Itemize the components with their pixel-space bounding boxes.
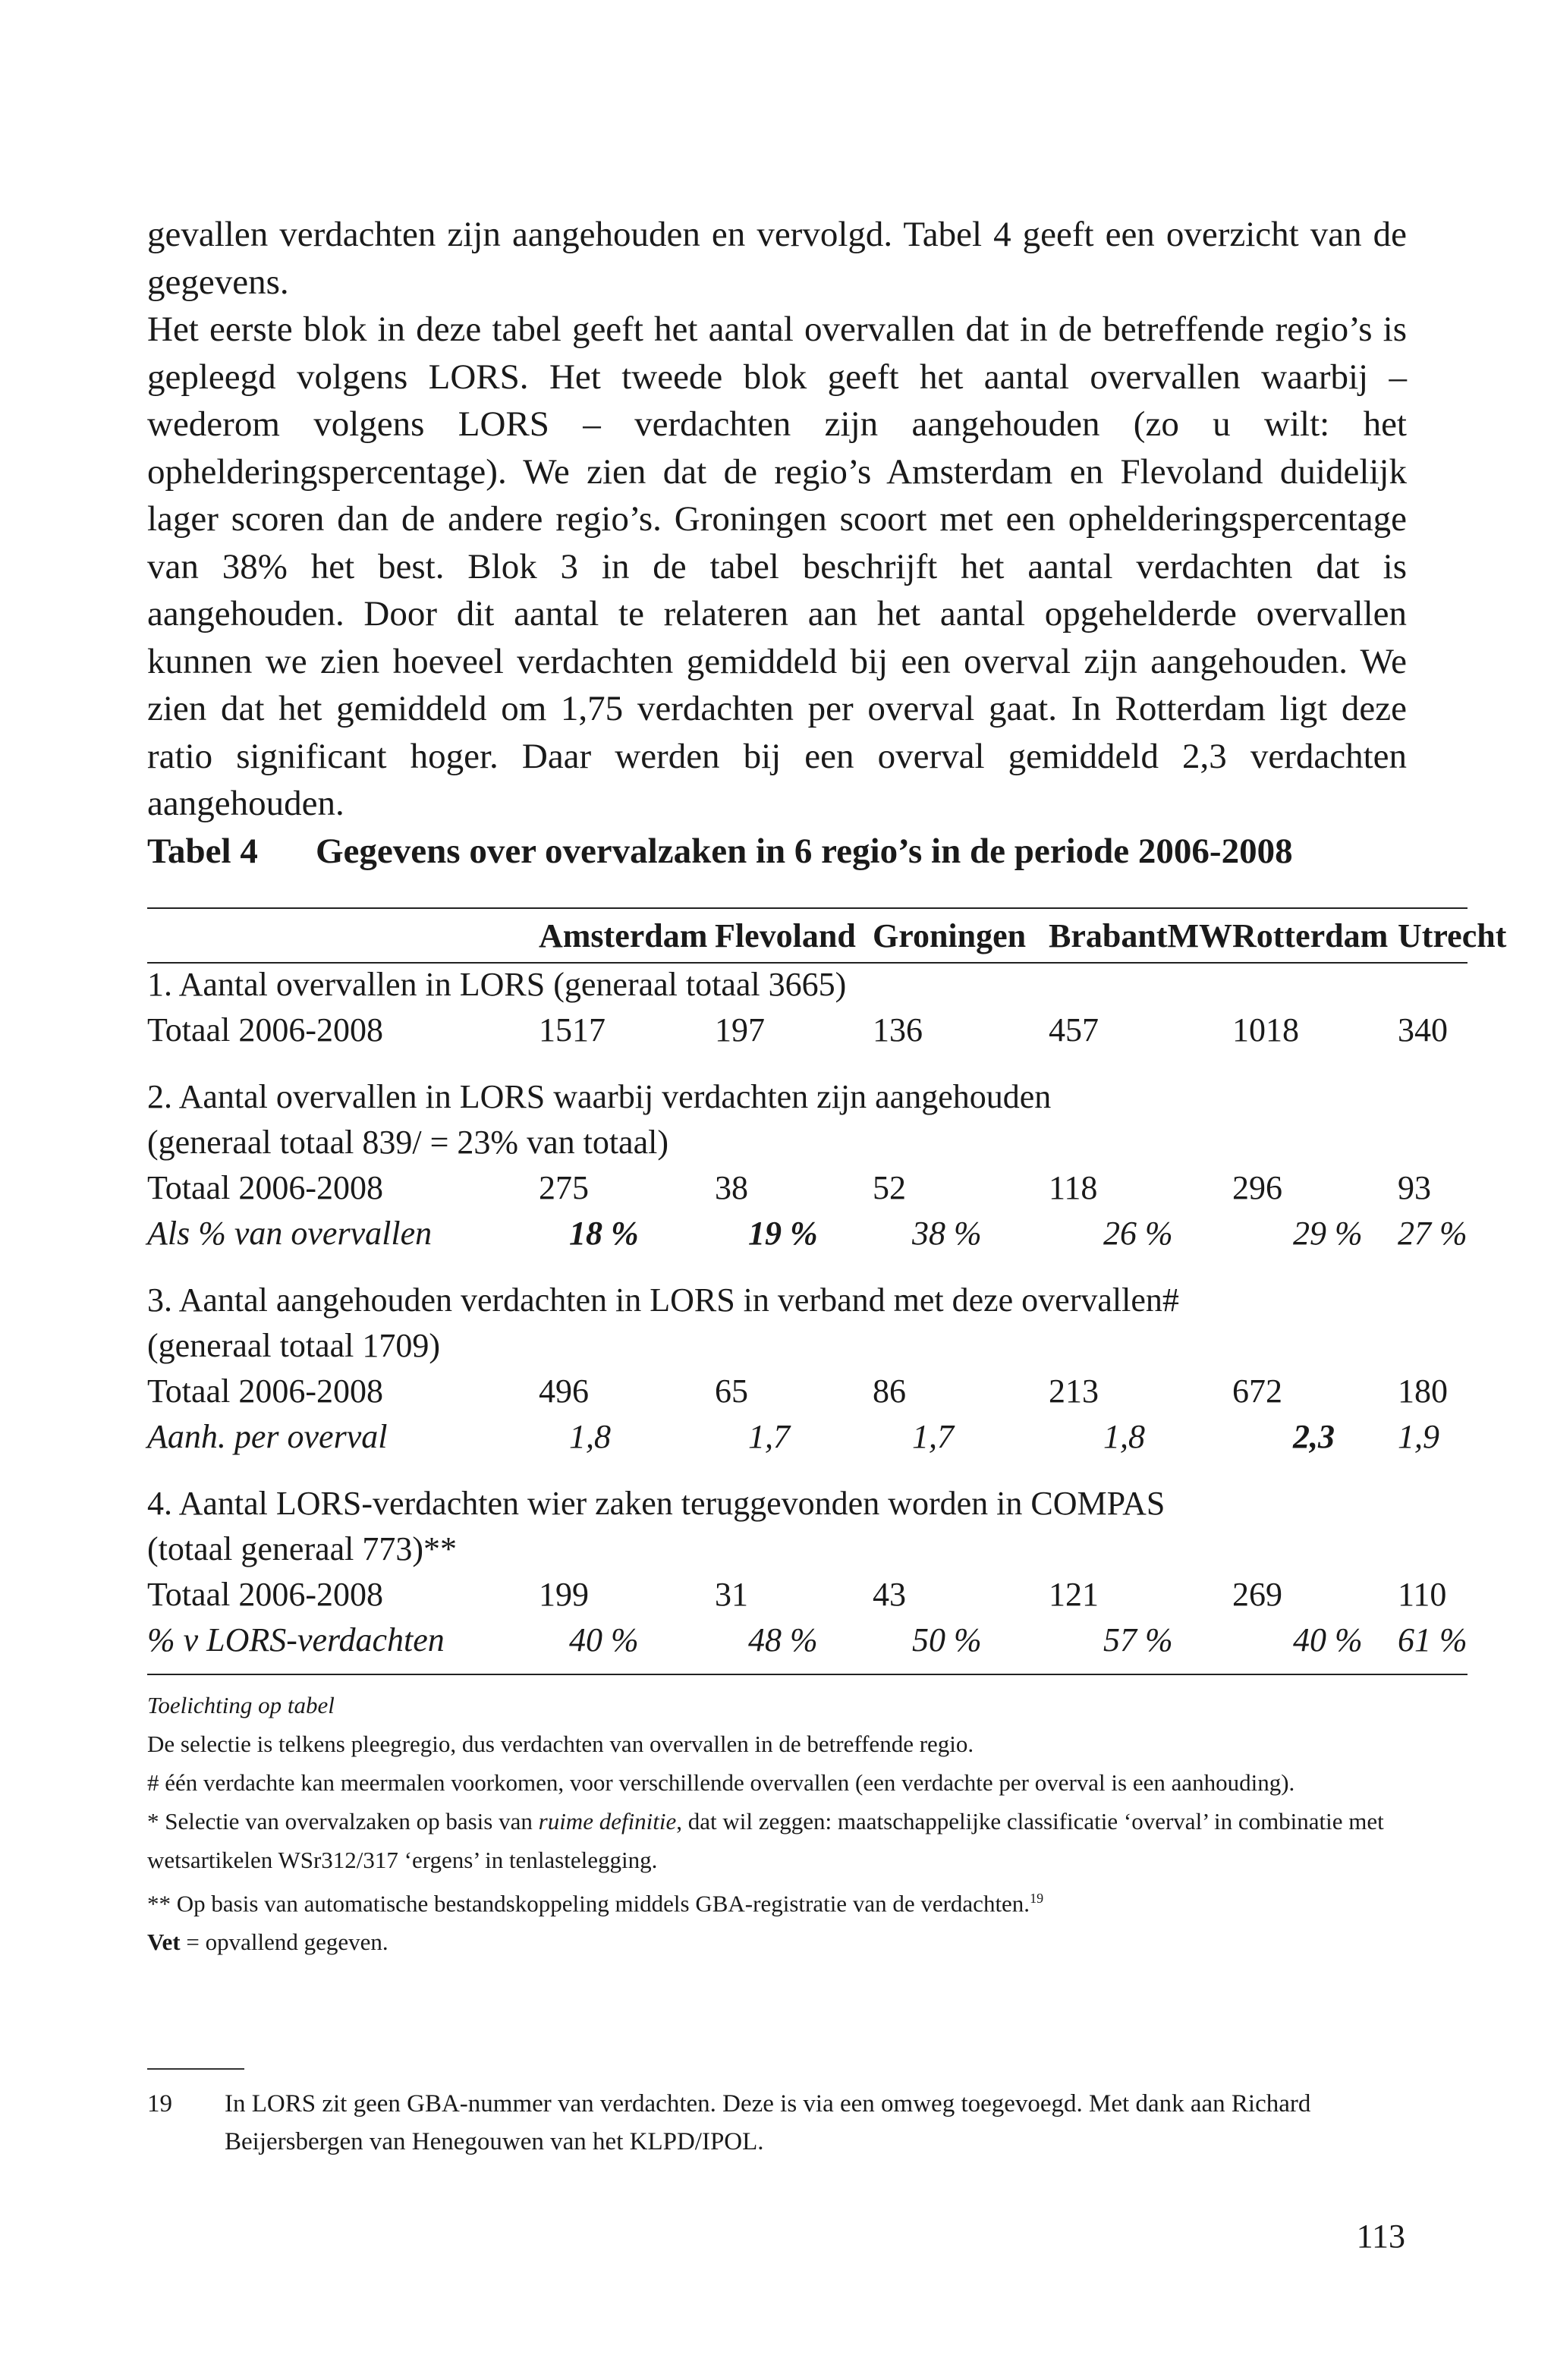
note-line-2: # één verdachte kan meermalen voorkomen, voor verschillende overvallen (een verdachte per overval is een aanhouding). [147, 1769, 1295, 1796]
cell-groningen: 136 [873, 1011, 923, 1049]
cell-amsterdam: 1517 [539, 1011, 606, 1049]
cell-rotterdam: 672 [1232, 1372, 1282, 1410]
section-title-row [147, 962, 1467, 1008]
cell-amsterdam: 199 [539, 1576, 589, 1613]
table-title: Gegevens over overvalzaken in 6 regio’s in de periode 2006-2008 [316, 832, 1293, 871]
data-table [147, 909, 1507, 1663]
cell-rotterdam: 40 % [1293, 1621, 1363, 1658]
row-label: Totaal 2006-2008 [147, 1169, 383, 1206]
cell-amsterdam: 18 % [569, 1215, 639, 1252]
header-amsterdam: Amsterdam [539, 916, 708, 954]
note-line-4 [147, 1879, 1467, 1923]
footnote [147, 2085, 1452, 2161]
section-2-title: 2. Aantal overvallen in LORS waarbij verdachten zijn aangehouden [147, 1078, 1052, 1115]
header-rotterdam: Rotterdam [1232, 916, 1389, 954]
paragraph-2: Het eerste blok in deze tabel geeft het aantal overvallen dat in de betreffende regio’s is gepleegd volgens LORS. Het tweede blok geeft het aantal overvallen waarbij – wederom volgens LORS – verdachten zijn aangehouden (zo u wilt: het ophelderingspercentage). We zien dat de regio’s Amsterdam en Flevoland duidelijk lager scoren dan de andere regio’s. Groningen scoort met een ophelderingspercentage van 38% het best. Blok 3 in de tabel beschrijft het aantal verdachten dat is aangehouden. Door dit aantal te relateren aan het aantal opgehelderde overvallen kunnen we zien hoeveel verdachten gemiddeld bij een overval zijn aangehouden. We zien dat het gemiddeld om 1,75 verdachten per overval gaat. In Rotterdam ligt deze ratio significant hoger. Daar werden bij een overval gemiddeld 2,3 verdachten aangehouden. [147, 310, 1407, 823]
cell-rotterdam: 269 [1232, 1576, 1282, 1613]
table-row [147, 1165, 1467, 1211]
section-title-row [147, 1278, 1467, 1323]
footnote-number: 19 [147, 2090, 172, 2117]
cell-flevoland: 38 [715, 1169, 748, 1206]
cell-utrecht: 180 [1398, 1372, 1448, 1410]
note-line-3 [147, 1802, 1467, 1879]
row-label: % v LORS-verdachten [147, 1621, 445, 1658]
header-groningen: Groningen [873, 916, 1027, 954]
note-line-5-bold: Vet [147, 1929, 181, 1956]
cell-brabantmw: 457 [1049, 1011, 1099, 1049]
cell-brabantmw: 121 [1049, 1576, 1099, 1613]
cell-brabantmw: 1,8 [1103, 1418, 1145, 1455]
cell-rotterdam: 2,3 [1293, 1418, 1335, 1455]
cell-groningen: 52 [873, 1169, 906, 1206]
cell-utrecht: 340 [1398, 1011, 1448, 1049]
table-notes [147, 1686, 1467, 1961]
paragraph-1: gevallen verdachten zijn aangehouden en vervolgd. Tabel 4 geeft een overzicht van de gegevens. [147, 215, 1407, 302]
cell-brabantmw: 213 [1049, 1372, 1099, 1410]
section-subtitle-row [147, 1526, 1467, 1572]
page-number: 113 [1356, 2218, 1405, 2255]
row-label: Totaal 2006-2008 [147, 1011, 383, 1049]
cell-flevoland: 1,7 [748, 1418, 790, 1455]
cell-amsterdam: 40 % [569, 1621, 639, 1658]
note-line-4-text: ** Op basis van automatische bestandskoppeling middels GBA-registratie van de verdachten. [147, 1890, 1030, 1917]
table-row [147, 1618, 1467, 1663]
cell-utrecht: 27 % [1398, 1215, 1467, 1252]
cell-groningen: 1,7 [912, 1418, 954, 1455]
cell-rotterdam: 1018 [1232, 1011, 1299, 1049]
section-subtitle-row [147, 1120, 1467, 1165]
cell-utrecht: 93 [1398, 1169, 1431, 1206]
header-blank [147, 909, 539, 962]
cell-brabantmw: 26 % [1103, 1215, 1173, 1252]
section-4-subtitle: (totaal generaal 773)** [147, 1530, 458, 1567]
cell-groningen: 50 % [912, 1621, 982, 1658]
section-4-title: 4. Aantal LORS-verdachten wier zaken teruggevonden worden in COMPAS [147, 1485, 1166, 1522]
cell-rotterdam: 29 % [1293, 1215, 1363, 1252]
footnote-text: In LORS zit geen GBA-nummer van verdachten. Deze is via een omweg toegevoegd. Met dank aan Richard Beijersbergen van Henegouwen van het KLPD/IPOL. [225, 2090, 1311, 2155]
section-title-row [147, 1074, 1467, 1120]
section-2-subtitle: (generaal totaal 839/ = 23% van totaal) [147, 1124, 668, 1161]
table-row [147, 1414, 1467, 1460]
table-caption [147, 828, 1467, 874]
row-label: Totaal 2006-2008 [147, 1576, 383, 1613]
note-line-1: De selectie is telkens pleegregio, dus verdachten van overvallen in de betreffende regio. [147, 1731, 974, 1757]
row-label: Totaal 2006-2008 [147, 1372, 383, 1410]
row-label: Aanh. per overval [147, 1418, 388, 1455]
note-line-3-end: , dat wil zeggen: maatschappelijke classificatie ‘overval’ in combinatie met wetsartikelen WSr312/317 ‘ergens’ in tenlastelegging. [147, 1808, 1384, 1873]
cell-groningen: 38 % [912, 1215, 982, 1252]
cell-brabantmw: 57 % [1103, 1621, 1173, 1658]
cell-amsterdam: 1,8 [569, 1418, 611, 1455]
cell-rotterdam: 296 [1232, 1169, 1282, 1206]
header-flevoland: Flevoland [715, 916, 856, 954]
table-header-row [147, 909, 1467, 962]
table-row [147, 1369, 1467, 1414]
footnote-reference: 19 [1030, 1891, 1044, 1906]
cell-flevoland: 31 [715, 1576, 748, 1613]
table-row [147, 1211, 1467, 1256]
header-utrecht: Utrecht [1398, 916, 1507, 954]
note-line-3-emphasis: ruime definitie [538, 1808, 677, 1835]
table-bottom-rule [147, 1674, 1467, 1675]
cell-utrecht: 61 % [1398, 1621, 1467, 1658]
table-row [147, 1008, 1467, 1053]
cell-brabantmw: 118 [1049, 1169, 1098, 1206]
cell-flevoland: 65 [715, 1372, 748, 1410]
cell-flevoland: 19 % [748, 1215, 818, 1252]
cell-utrecht: 110 [1398, 1576, 1447, 1613]
notes-heading: Toelichting op tabel [147, 1692, 335, 1718]
table-number: Tabel 4 [147, 832, 258, 871]
section-3-title: 3. Aantal aangehouden verdachten in LORS in verband met deze overvallen# [147, 1281, 1179, 1319]
section-subtitle-row [147, 1323, 1467, 1369]
cell-flevoland: 48 % [748, 1621, 818, 1658]
cell-flevoland: 197 [715, 1011, 765, 1049]
row-label: Als % van overvallen [147, 1215, 433, 1252]
cell-groningen: 86 [873, 1372, 906, 1410]
note-line-5 [147, 1923, 1467, 1961]
header-brabantmw: BrabantMW [1049, 916, 1232, 954]
cell-utrecht: 1,9 [1398, 1418, 1439, 1455]
cell-amsterdam: 275 [539, 1169, 589, 1206]
body-text [147, 211, 1407, 828]
note-line-5-text: = opvallend gegeven. [180, 1929, 388, 1956]
cell-groningen: 43 [873, 1576, 906, 1613]
section-1-title: 1. Aantal overvallen in LORS (generaal totaal 3665) [147, 966, 847, 1003]
footnote-rule [147, 2068, 244, 2070]
section-title-row [147, 1481, 1467, 1526]
table-row [147, 1572, 1467, 1618]
note-line-3-start: * Selectie van overvalzaken op basis van [147, 1808, 539, 1835]
cell-amsterdam: 496 [539, 1372, 589, 1410]
section-3-subtitle: (generaal totaal 1709) [147, 1327, 441, 1364]
